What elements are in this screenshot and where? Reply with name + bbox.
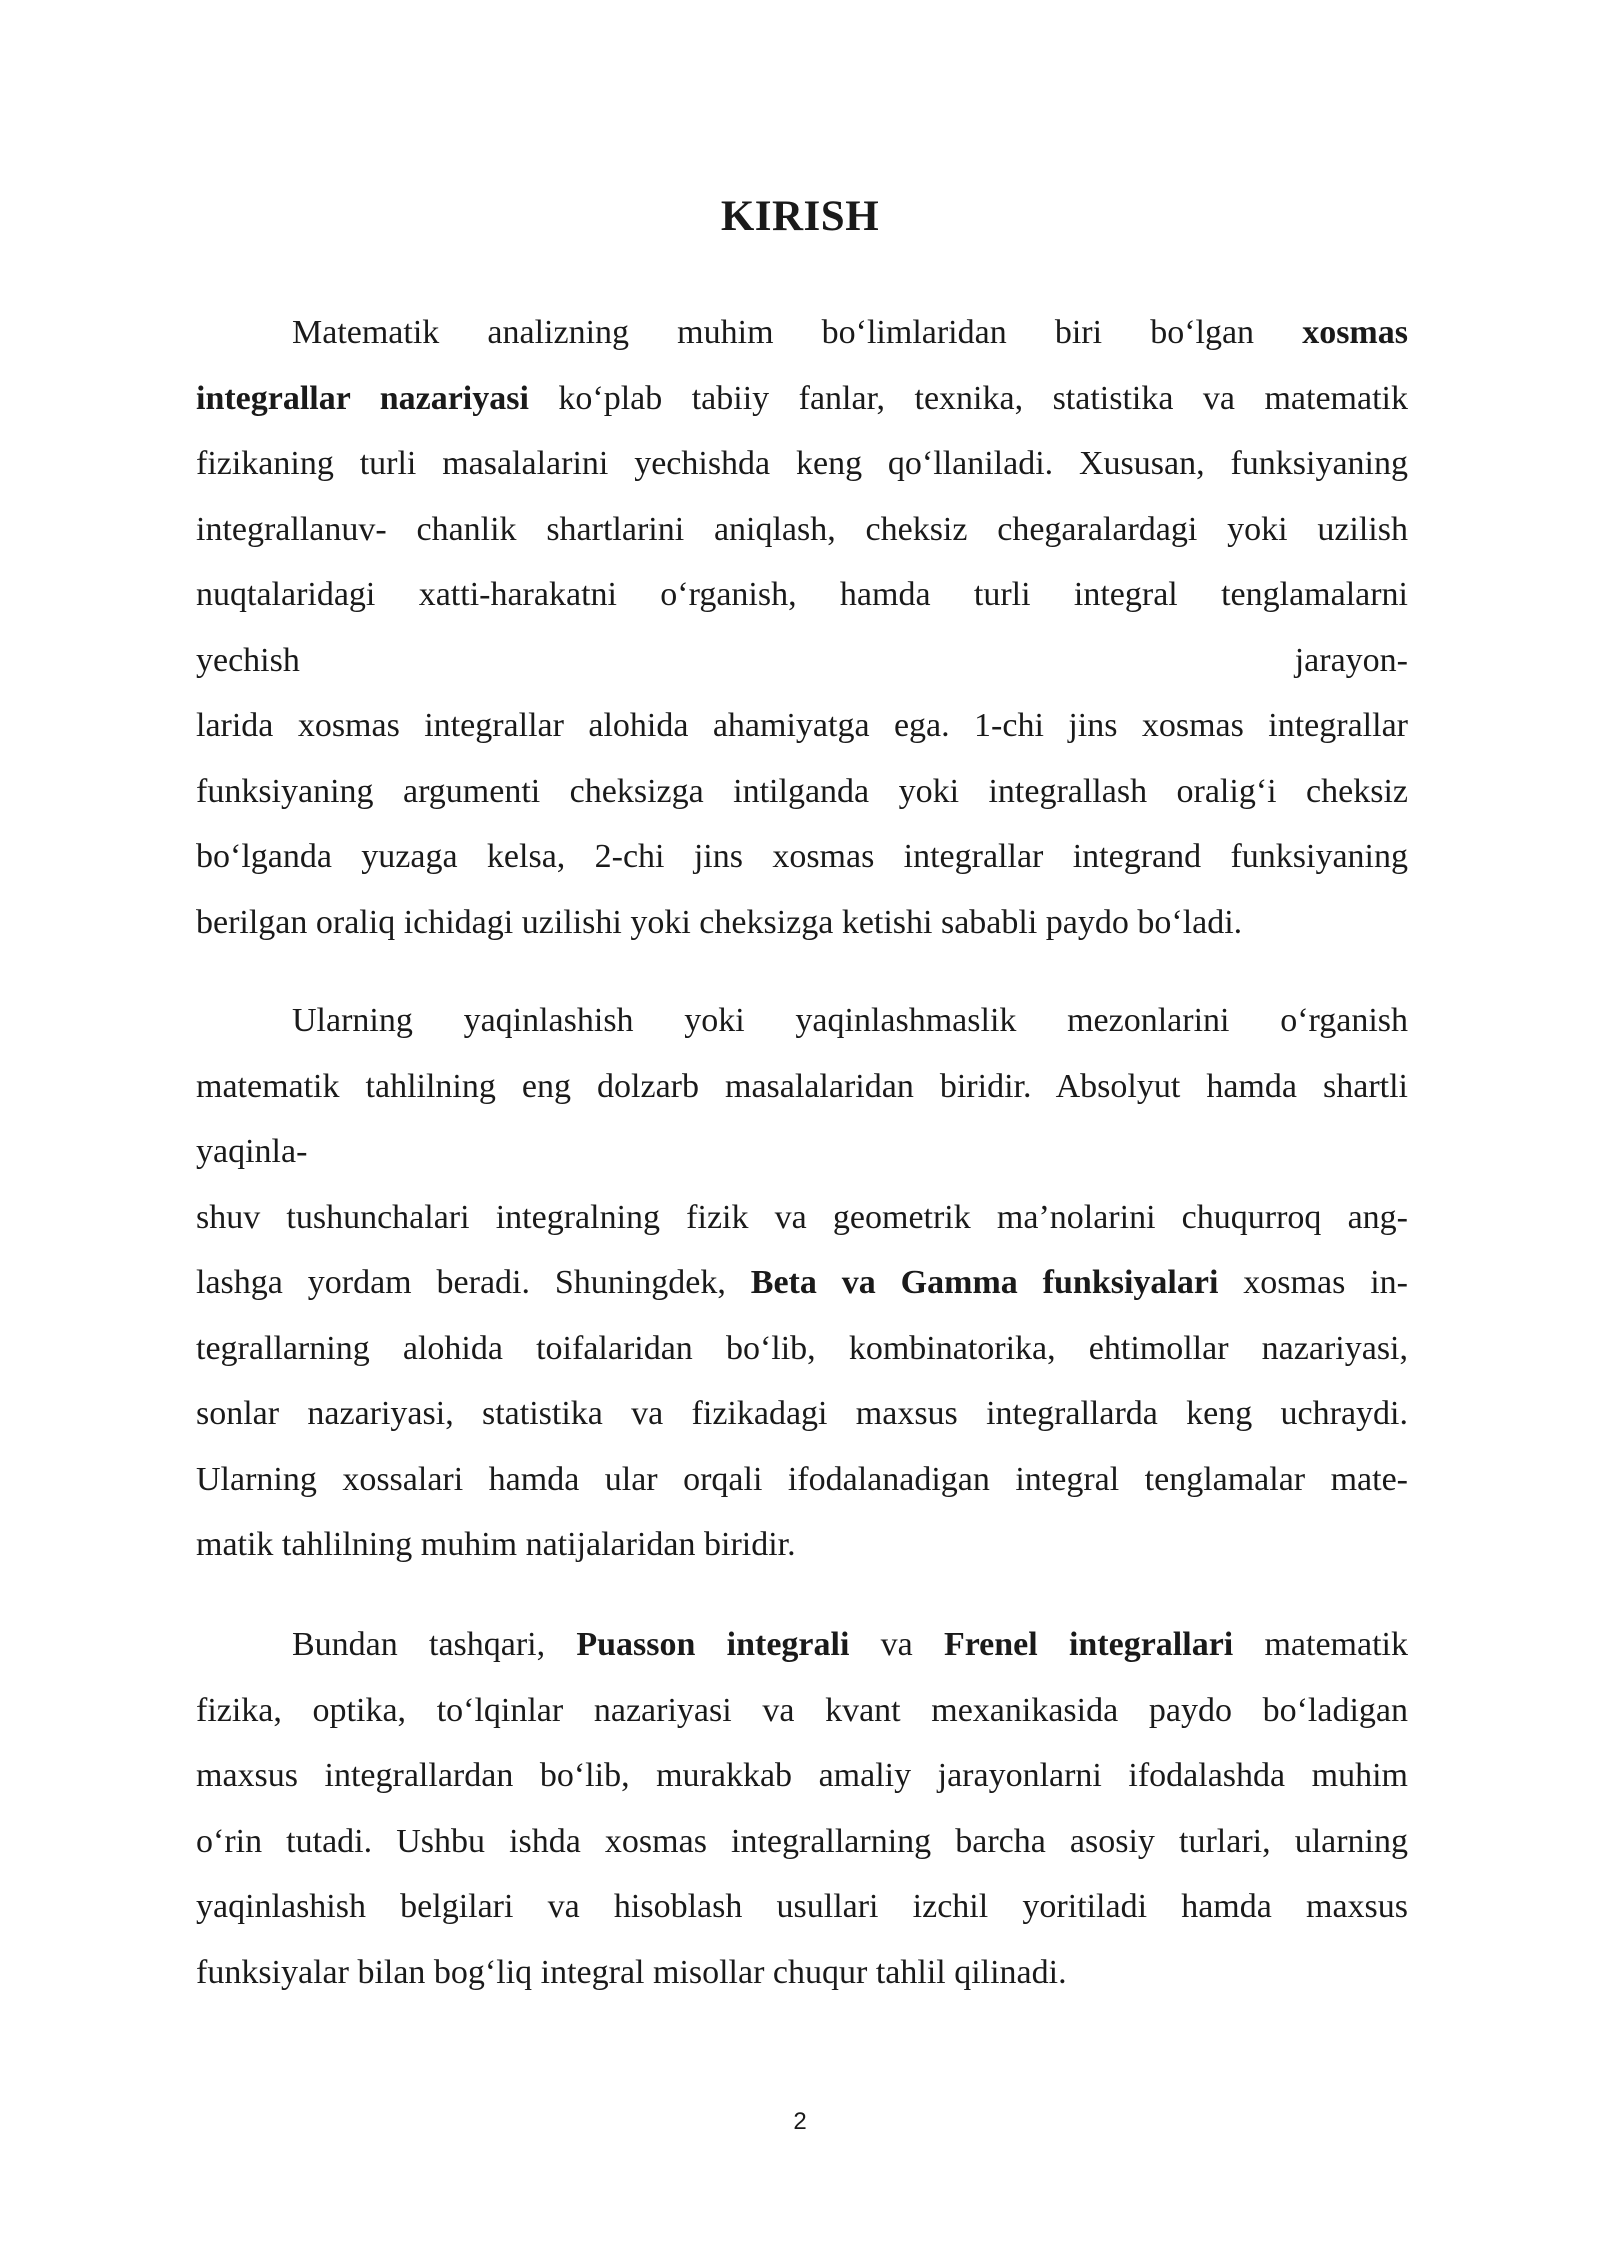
bold-term: Frenel integrallari: [943, 1626, 1234, 1663]
bold-term: integrallar nazariyasi: [196, 379, 529, 417]
text-line: [196, 300, 1408, 366]
text-line: funksiyaning argumenti cheksizga intilganda yoki integrallash oralig‘i cheksiz: [196, 772, 1408, 810]
text-span: Bundan tashqari,: [292, 1626, 577, 1663]
bold-term: Puasson integrali: [576, 1626, 850, 1663]
text-line: shuv tushunchalari integralning fizik va geometrik ma’nolarini chuqurroq ang-: [196, 1198, 1408, 1236]
text-line: nuqtalaridagi xatti-harakatni o‘rganish, hamda turli integral tenglamalarni: [196, 576, 1408, 613]
text-line: fizika, optika, to‘lqinlar nazariyasi va kvant mexanikasida paydo bo‘ladigan: [196, 1691, 1408, 1729]
bold-term: Beta va Gamma funksiyalari: [750, 1264, 1219, 1301]
paragraph-1: [196, 300, 1408, 955]
text-line: Ularning xossalari hamda ular orqali ifodalanadigan integral tenglamalar mate-: [196, 1460, 1408, 1498]
text-span: va: [849, 1626, 944, 1663]
text-line: sonlar nazariyasi, statistika va fizikadagi maxsus integrallarda keng uchraydi.: [196, 1395, 1408, 1432]
text-line: o‘rin tutadi. Ushbu ishda xosmas integrallarning barcha asosiy turlari, ularning: [196, 1822, 1408, 1860]
text-line: maxsus integrallardan bo‘lib, murakkab amaliy jarayonlarni ifodalashda muhim: [196, 1757, 1408, 1794]
text-span: ko‘plab tabiiy fanlar, texnika, statistika va matematik: [528, 379, 1408, 417]
page-title: KIRISH: [720, 193, 880, 240]
text-line: [196, 988, 1408, 1054]
text-line: funksiyalar bilan bog‘liq integral misollar chuqur tahlil qilinadi.: [196, 1953, 1067, 1991]
text-line: [196, 366, 1408, 432]
text-line: [196, 1250, 1408, 1316]
paragraph-2: [196, 988, 1408, 1578]
text-span: matematik: [1233, 1626, 1408, 1663]
text-span: yechish: [196, 641, 300, 679]
paragraph-3: [196, 1612, 1408, 2005]
text-line: matematik tahlilning eng dolzarb masalalaridan biridir. Absolyut hamda shartli: [196, 1067, 1408, 1105]
text-line: yaqinla-: [196, 1133, 308, 1170]
text-line: bo‘lganda yuzaga kelsa, 2-chi jins xosmas integrallar integrand funksiyaning: [196, 838, 1408, 875]
text-line: [196, 1612, 1408, 1678]
bold-term: xosmas: [1302, 314, 1408, 351]
text-line: berilgan oraliq ichidagi uzilishi yoki cheksizga ketishi sababli paydo bo‘ladi.: [196, 903, 1243, 941]
page-number: 2: [793, 2108, 807, 2135]
text-span: xosmas in-: [1218, 1264, 1408, 1301]
text-line: matik tahlilning muhim natijalaridan biridir.: [196, 1526, 796, 1563]
text-line: integrallanuv- chanlik shartlarini aniqlash, cheksiz chegaralardagi yoki uzilish: [196, 510, 1408, 548]
text-span: lashga yordam beradi. Shuningdek,: [196, 1264, 751, 1301]
text-line: yaqinlashish belgilari va hisoblash usullari izchil yoritiladi hamda maxsus: [196, 1888, 1408, 1925]
text-span: jarayon-: [1294, 641, 1408, 679]
text-line: tegrallarning alohida toifalaridan bo‘lib, kombinatorika, ehtimollar nazariyasi,: [196, 1329, 1408, 1367]
text-line: fizikaning turli masalalarini yechishda keng qo‘llaniladi. Xususan, funksiyaning: [196, 445, 1408, 482]
text-line: [196, 628, 1408, 694]
text-span: Matematik analizning muhim bo‘limlaridan biri bo‘lgan: [292, 314, 1303, 351]
text-span: Ularning yaqinlashish yoki yaqinlashmaslik mezonlarini o‘rganish: [292, 1002, 1408, 1039]
text-line: larida xosmas integrallar alohida ahamiyatga ega. 1-chi jins xosmas integrallar: [196, 707, 1408, 744]
